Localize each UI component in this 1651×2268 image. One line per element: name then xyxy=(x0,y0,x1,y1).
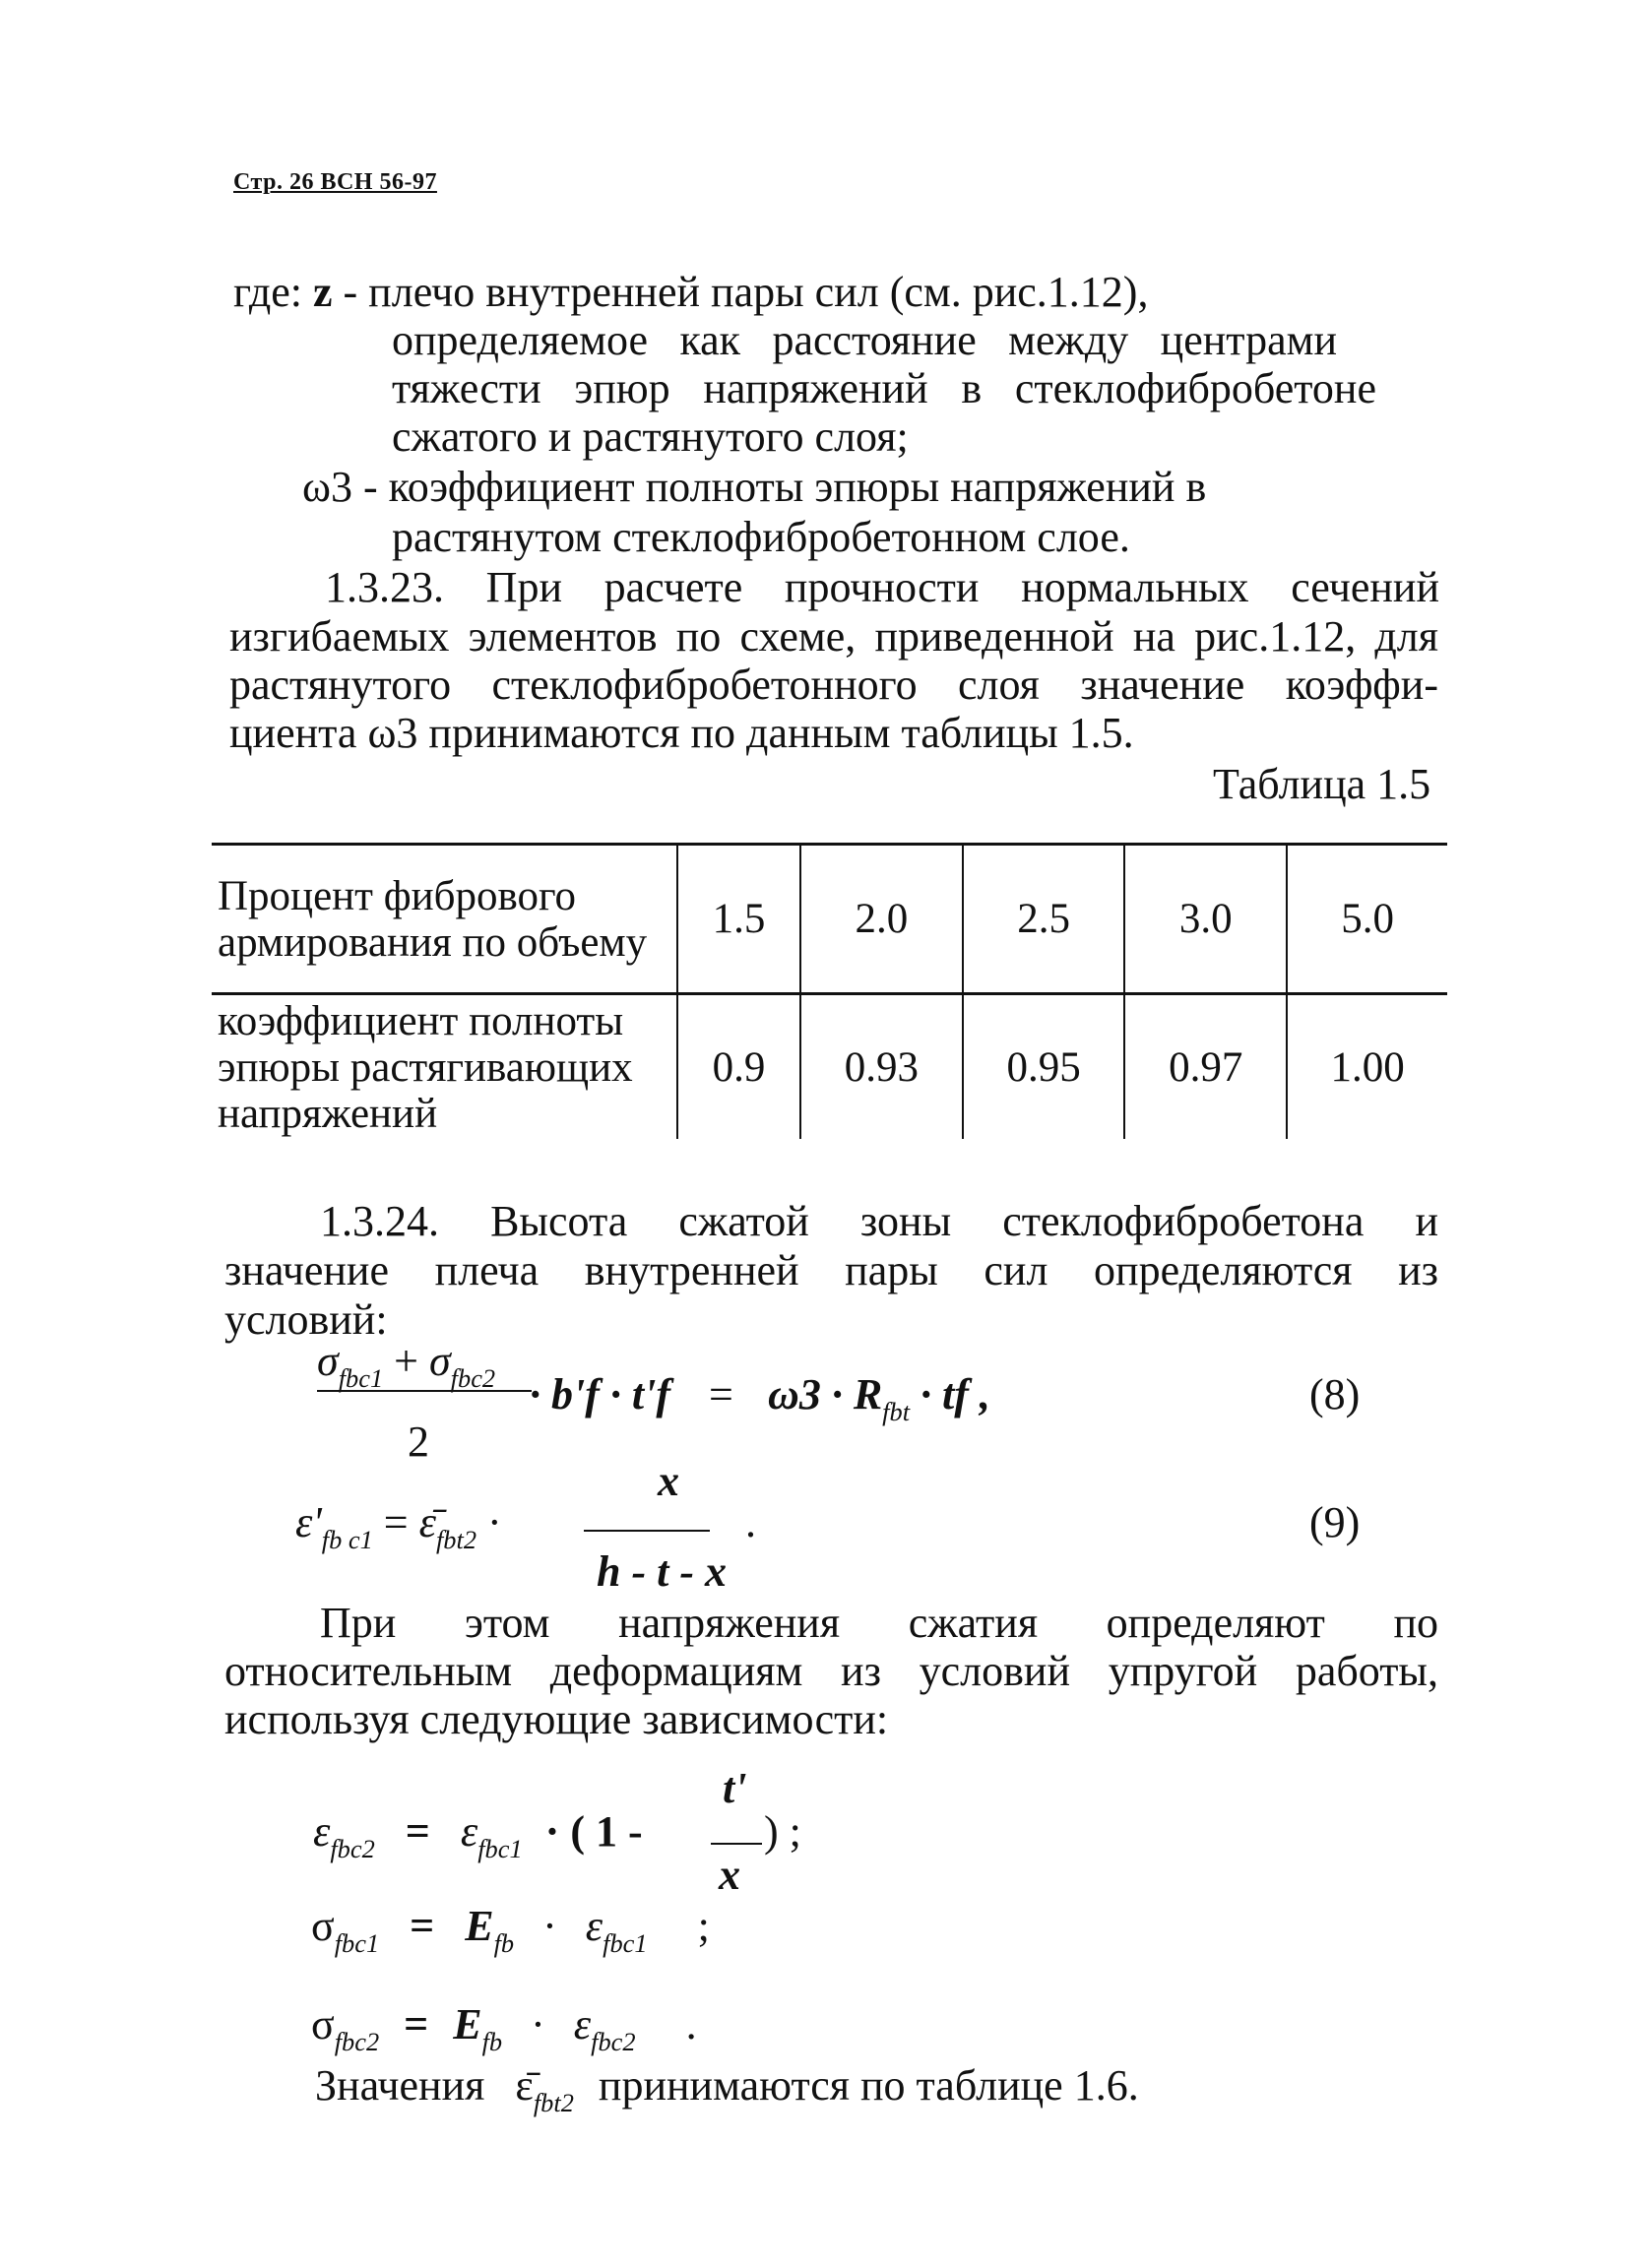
table-cell: 2.5 xyxy=(963,845,1125,994)
eq9-fraction-bar xyxy=(584,1530,710,1532)
eq8-equals: = xyxy=(709,1370,733,1418)
table-row xyxy=(212,845,1447,994)
table-cell: 1.00 xyxy=(1287,994,1447,1140)
page-header: Стр. 26 ВСН 56-97 xyxy=(233,169,437,195)
where-line-5-text: - коэффициент полноты эпюры напряжений в xyxy=(362,463,1207,511)
eqa-body: $\varepsilon_{fbc2} = \varepsilon_{fbc1}$ · ( 1 - xyxy=(313,1807,643,1863)
table-cell: 2.0 xyxy=(800,845,963,994)
para-1324-line-2: значение плеча внутренней пары сил определяются из xyxy=(224,1246,1438,1294)
table-cell: 0.93 xyxy=(800,994,963,1140)
sigma-fbc2: $\sigma_{fbc2}$ xyxy=(428,1337,496,1393)
para-1323-line-3: растянутого стеклофибробетонного слоя значение коэффи- xyxy=(229,661,1438,709)
last-line: Значения $\varepsilon̄_{fbt2}$ принимаются по таблице 1.6. xyxy=(315,2061,1139,2117)
table-1-5 xyxy=(212,843,1447,1139)
table-cell: 0.95 xyxy=(963,994,1125,1140)
where-line-4: сжатого и растянутого слоя; xyxy=(392,412,909,461)
para-1324-line-1: 1.3.24. Высота сжатой зоны стеклофибробетона и xyxy=(320,1197,1438,1245)
eq8-denominator: 2 xyxy=(408,1418,429,1466)
eqa-end: ) ; xyxy=(764,1807,801,1856)
eqb: $\sigma_{fbc1} = E_{fb} \cdot \varepsilon_{fbc1}$ ; xyxy=(311,1902,710,1958)
symbol-z: z xyxy=(313,268,333,316)
table-cell: 0.97 xyxy=(1124,994,1287,1140)
table-caption: Таблица 1.5 xyxy=(1213,760,1431,808)
eqa-denominator: x xyxy=(719,1851,740,1899)
eq8-middle: · b'f · t'f xyxy=(530,1370,670,1418)
table-row xyxy=(212,994,1447,1140)
eq9-denominator: h - t - x xyxy=(597,1547,727,1596)
table-cell: 0.9 xyxy=(677,994,800,1140)
where-line-1-text: - плечо внутренней пары сил (см. рис.1.12), xyxy=(343,268,1149,316)
para-1323-line-1: 1.3.23. При расчете прочности нормальных сечений xyxy=(325,563,1439,611)
para-stress-line-3: используя следующие зависимости: xyxy=(224,1695,889,1743)
table-cell: 1.5 xyxy=(677,845,800,994)
eqa-fraction-bar xyxy=(711,1843,762,1845)
para-stress-line-1: При этом напряжения сжатия определяют по xyxy=(320,1599,1438,1647)
eq9-end: . xyxy=(745,1498,756,1546)
row-header-fiber-percent: Процент фибрового армирования по объему xyxy=(212,845,677,994)
eq8-rhs: $\omega 3 \cdot R_{fbt}$ · tf , xyxy=(768,1370,990,1426)
para-stress-line-2: относительным деформациям из условий упругой работы, xyxy=(224,1647,1438,1695)
table-cell: 3.0 xyxy=(1124,845,1287,994)
where-line-6: растянутом стеклофибробетонном слое. xyxy=(392,513,1130,561)
eqa-numerator: t' xyxy=(723,1764,747,1812)
table-cell: 5.0 xyxy=(1287,845,1447,994)
where-line-2: определяемое как расстояние между центрами xyxy=(392,316,1337,364)
where-line-3: тяжести эпюр напряжений в стеклофибробетоне xyxy=(392,364,1376,412)
para-1323-line-2: изгибаемых элементов по схеме, приведенной на рис.1.12, для xyxy=(229,612,1438,661)
eq8-number: (8) xyxy=(1309,1370,1361,1418)
eq9-lhs: $\varepsilon'_{fb c1}$ = $\varepsilon̄_{fbt2}$ · xyxy=(295,1498,502,1554)
eq8-numerator: $\sigma_{fbc1} + \sigma_{fbc2}$ xyxy=(317,1337,496,1393)
where-prefix: где: xyxy=(233,268,302,316)
eqc: $\sigma_{fbc2} = E_{fb} \cdot \varepsilon_{fbc2}$ . xyxy=(311,2000,697,2056)
where-line-1 xyxy=(233,268,1148,317)
where-line-5 xyxy=(302,463,1206,512)
eq9-number: (9) xyxy=(1309,1498,1361,1546)
para-1324-line-3: условий: xyxy=(224,1295,388,1344)
para-1323-line-4: циента ω3 принимаются по данным таблицы 1.5. xyxy=(229,709,1134,757)
row-header-coefficient: коэффициент полноты эпюры растягивающих напряжений xyxy=(212,994,677,1140)
symbol-omega3: ω3 xyxy=(302,463,352,511)
eq9-numerator: x xyxy=(658,1457,679,1505)
sigma-fbc1: $\sigma_{fbc1}$ xyxy=(317,1337,384,1393)
eq8-fraction-bar xyxy=(317,1390,532,1392)
